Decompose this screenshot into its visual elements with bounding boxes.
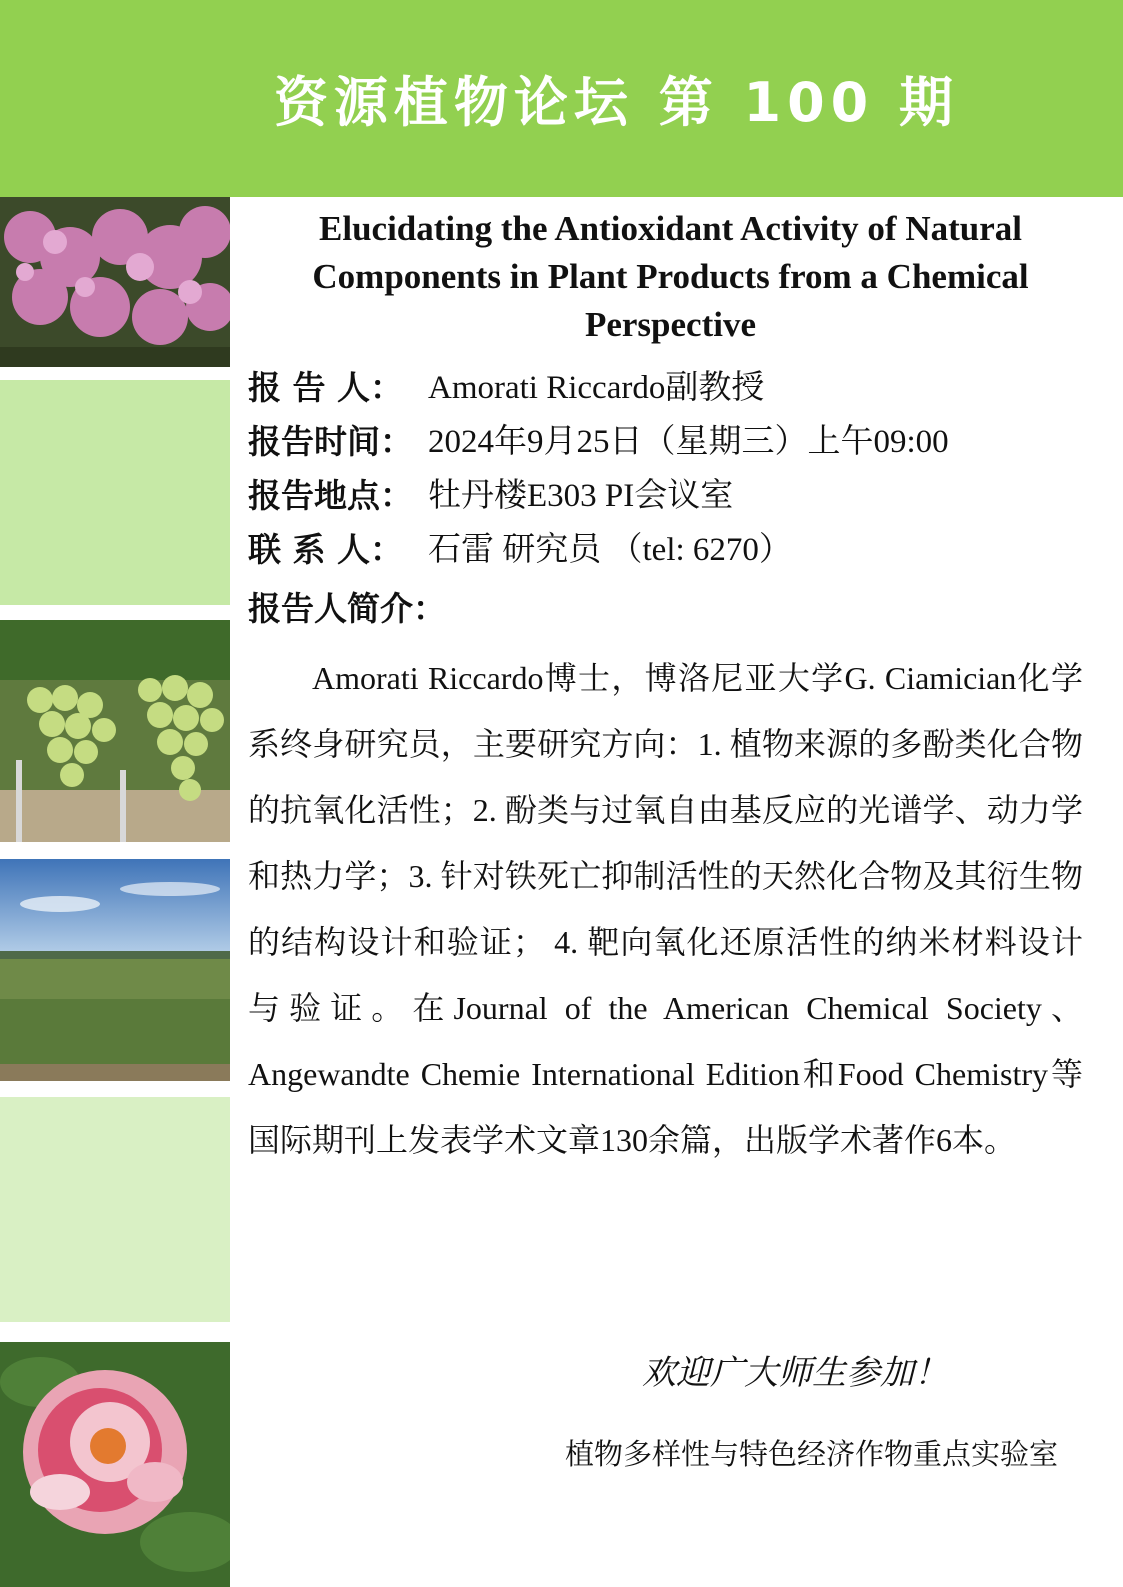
lilac-flower-image — [0, 197, 230, 367]
location-row — [248, 469, 1093, 523]
peony-flower-image — [0, 1342, 230, 1587]
info-value: 石雷 研究员 （tel: 6270） — [428, 532, 792, 568]
header-banner — [0, 0, 1123, 197]
forum-title: 资源植物论坛 第 100 期 — [273, 71, 960, 134]
speaker-bio: Amorati Riccardo博士，博洛尼亚大学G. Ciamician化学系终身研究员，主要研究方向：1. 植物来源的多酚类化合物的抗氧化活性；2. 酚类与过氧自由基反应的光谱学、动力学和热力学；3. 针对铁死亡抑制活性的天然化合物及其衍生物的结构设计和验证； 4. 靶向氧化还原活性的纳米材料设计与验证。在Journal of the American Chemical Society、Angewandte Chemie International Edition和Food Chemistry等国际期刊上发表学术文章130余篇，出版学术著作6本。 — [248, 660, 1083, 1158]
speaker-row — [248, 361, 1093, 415]
info-label: 联 系 人： — [248, 530, 403, 569]
info-label: 报 告 人： — [248, 368, 403, 407]
info-value: 2024年9月25日（星期三）上午09:00 — [428, 424, 949, 460]
photo-sidebar — [0, 197, 230, 1587]
info-value: 牡丹楼E303 PI会议室 — [428, 478, 734, 514]
contact-row — [248, 523, 1093, 577]
talk-info — [248, 361, 1093, 577]
sidebar-block — [0, 380, 230, 605]
content-area — [248, 205, 1093, 1173]
bio-heading: 报告人简介： — [248, 589, 446, 628]
lab-name: 植物多样性与特色经济作物重点实验室 — [565, 1437, 1059, 1471]
welcome-message: 欢迎广大师生参加！ — [642, 1353, 948, 1393]
talk-title: Elucidating the Antioxidant Activity of Natural Components in Plant Products from a Chemical Perspective — [312, 209, 1029, 344]
grassland-image — [0, 859, 230, 1081]
info-label: 报告地点： — [248, 476, 413, 515]
info-label: 报告时间： — [248, 422, 413, 461]
info-value: Amorati Riccardo副教授 — [428, 370, 765, 406]
sidebar-block — [0, 1097, 230, 1322]
grapes-image — [0, 620, 230, 842]
time-row — [248, 415, 1093, 469]
